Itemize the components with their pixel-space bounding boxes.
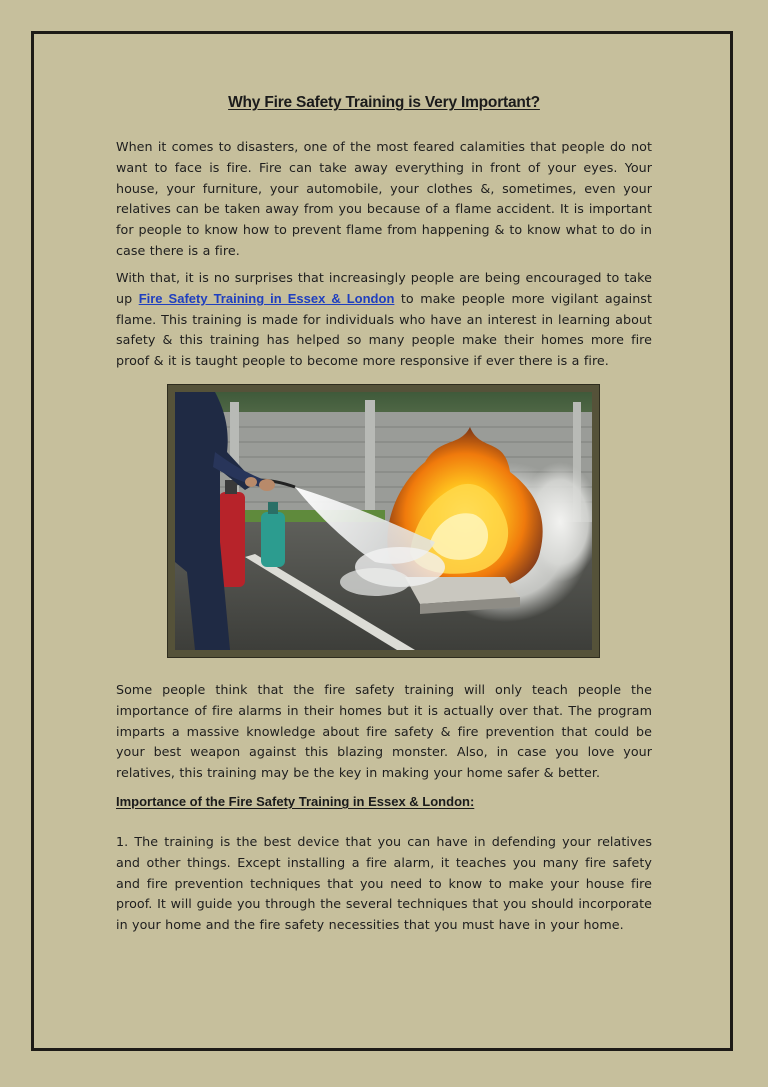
document-title: Why Fire Safety Training is Very Important? — [228, 94, 540, 111]
paragraph-intro: When it comes to disasters, one of the most feared calamities that people do not want to face is fire. Fire can take away everything in front of your eyes. Your house, your furniture, your automobile, your clothes &, sometimes, even your relatives can be taken away from you because of a flame accident. It is important for people to know how to prevent flame from happening & to know what to do in case there is a fire. — [116, 139, 652, 258]
fire-training-photo-frame — [168, 385, 599, 657]
paragraph-knowledge: Some people think that the fire safety training will only teach people the importance of fire alarms in their homes but it is actually over that. The program imparts a massive knowledge about fire safety & fire prevention that could be your best weapon against this blazing monster. Also, in case you love your relatives, this training may be the key in making your home safer & better. — [116, 682, 652, 781]
section-subheading: Importance of the Fire Safety Training in Essex & London: — [116, 794, 475, 809]
paragraph-training — [116, 268, 652, 372]
fire-safety-training-link[interactable]: Fire Safety Training in Essex & London — [138, 290, 395, 306]
paragraph-training-text-before: With that, it is no surprises that increasingly people are being encouraged to take up — [116, 270, 652, 306]
paragraph-point-one: 1. The training is the best device that you can have in defending your relatives and other things. Except installing a fire alarm, it teaches you many fire safety and fire prevention techniques that you need to know to make your house fire proof. It will guide you through the several techniques that you should incorporate in your home and the fire safety necessities that you must have in your home. — [116, 834, 652, 933]
fire-extinguisher-photo — [175, 392, 592, 650]
paragraph-training-text-after: to make people more vigilant against flame. This training is made for individuals who have an interest in learning about safety & this training has helped so many people make their homes more fire proof & it is taught people to become more responsive if ever there is a fire. — [116, 290, 652, 369]
